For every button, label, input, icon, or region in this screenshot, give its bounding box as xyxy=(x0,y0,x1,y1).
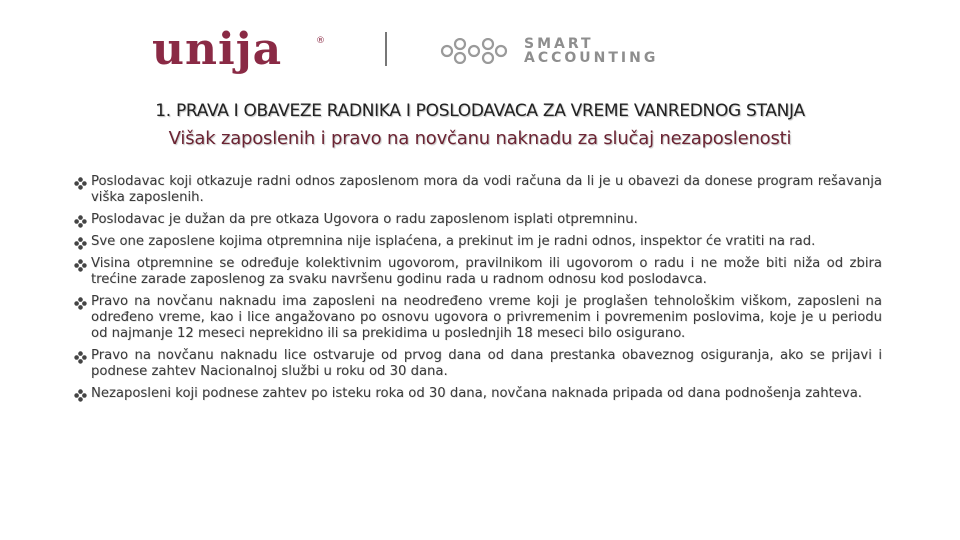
diamond-bullet-icon xyxy=(74,351,87,364)
unija-logo: unija xyxy=(152,24,283,75)
smart-accounting-line2: ACCOUNTING xyxy=(524,50,659,66)
diamond-bullet-icon xyxy=(74,297,87,310)
bullet-text: Poslodavac je dužan da pre otkaza Ugovora o radu zaposlenom isplati otpremninu. xyxy=(91,212,638,227)
logo-bar xyxy=(0,22,960,82)
bullet-item xyxy=(74,386,882,402)
bullet-text: Pravo na novčanu naknadu lice ostvaruje od prvog dana od dana prestanka obaveznog osiguranja, ako se prijavi i podnese zahtev Nacionalnoj službi u roku od 30 dana. xyxy=(91,348,882,379)
bullet-item xyxy=(74,212,882,228)
bullet-item xyxy=(74,256,882,288)
slide-title: 1. PRAVA I OBAVEZE RADNIKA I POSLODAVACA ZA VREME VANREDNOG STANJA xyxy=(155,101,805,121)
smart-accounting-line1: SMART xyxy=(524,36,594,52)
bullet-item xyxy=(74,348,882,380)
diamond-bullet-icon xyxy=(74,177,87,190)
smart-accounting-dots-icon xyxy=(438,38,508,64)
diamond-bullet-icon xyxy=(74,215,87,228)
bullet-text: Visina otpremnine se određuje kolektivnim ugovorom, pravilnikom ili ugovorom o radu i ne može biti niža od zbira trećine zarade zaposlenog za svaku navršenu godinu rada u radnom odnosu kod poslodavca. xyxy=(91,256,882,287)
slide-subtitle: Višak zaposlenih i pravo na novčanu naknadu za slučaj nezaposlenosti xyxy=(168,128,792,149)
logo-divider xyxy=(385,32,387,66)
bullet-text: Pravo na novčanu naknadu ima zaposleni na neodređeno vreme koji je proglašen tehnološkim viškom, zaposleni na određeno vreme, kao i lice angažovano po osnovu ugovora o privremenim i povremenim poslovima, koje je u periodu od najmanje 12 meseci neprekidno ili sa prekidima u poslednjih 18 meseci bilo osigurano. xyxy=(91,294,882,341)
registered-mark: ® xyxy=(316,36,325,46)
smart-accounting-wordmark xyxy=(524,37,658,65)
bullet-item xyxy=(74,234,882,250)
bullet-list xyxy=(74,174,882,408)
bullet-text: Sve one zaposlene kojima otpremnina nije isplaćena, a prekinut im je radni odnos, inspektor će vratiti na rad. xyxy=(91,234,816,249)
diamond-bullet-icon xyxy=(74,259,87,272)
bullet-text: Nezaposleni koji podnese zahtev po isteku roka od 30 dana, novčana naknada pripada od dana podnošenja zahteva. xyxy=(91,386,862,401)
bullet-text: Poslodavac koji otkazuje radni odnos zaposlenom mora da vodi računa da li je u obavezi da donese program rešavanja viška zaposlenih. xyxy=(91,174,882,205)
bullet-item xyxy=(74,294,882,342)
diamond-bullet-icon xyxy=(74,237,87,250)
diamond-bullet-icon xyxy=(74,389,87,402)
bullet-item xyxy=(74,174,882,206)
